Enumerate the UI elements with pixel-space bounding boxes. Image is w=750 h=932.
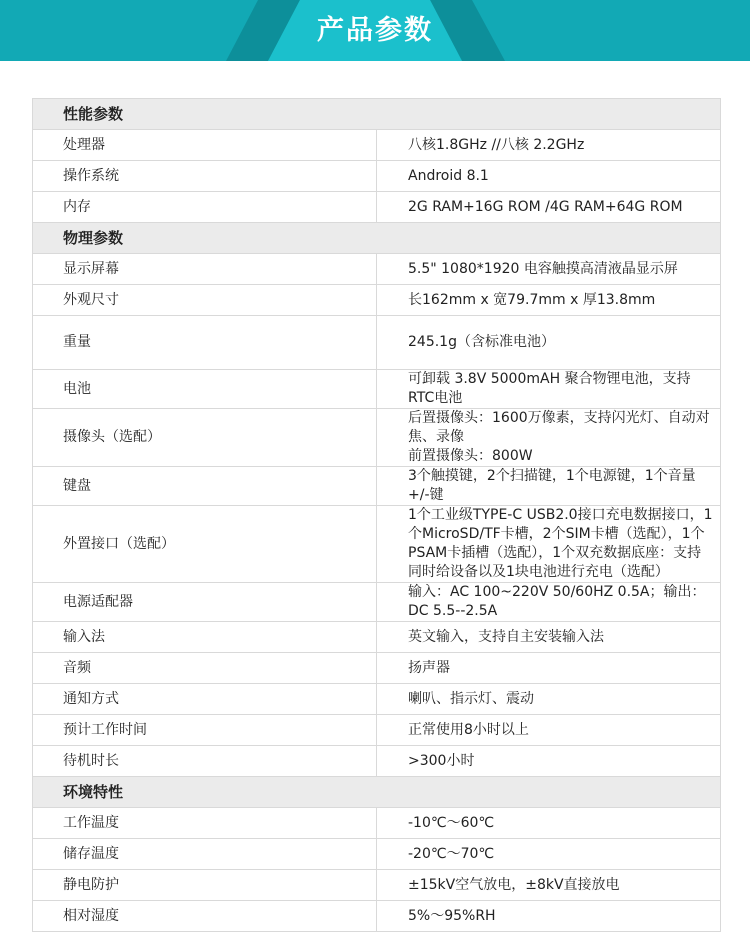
spec-label: 输入法: [33, 622, 377, 653]
spec-value-line: -20℃～70℃: [408, 845, 495, 862]
page-title: 产品参数: [317, 15, 433, 46]
spec-label: 操作系统: [33, 161, 377, 192]
spec-label: 静电防护: [33, 870, 377, 901]
spec-label: 电源适配器: [33, 583, 377, 622]
spec-value: [377, 808, 721, 839]
spec-label: 外置接口（选配）: [33, 506, 377, 583]
spec-label: 键盘: [33, 467, 377, 506]
section-title: 性能参数: [33, 99, 721, 130]
spec-value: [377, 254, 721, 285]
spec-value-line: 245.1g（含标准电池）: [408, 334, 555, 350]
spec-label: 预计工作时间: [33, 715, 377, 746]
spec-row: [33, 254, 721, 285]
spec-row: [33, 746, 721, 777]
spec-row: [33, 161, 721, 192]
section-header: [33, 223, 721, 254]
spec-value-line: 正常使用8小时以上: [408, 721, 529, 738]
spec-value-line: 喇叭、指示灯、震动: [408, 690, 534, 707]
spec-label: 相对湿度: [33, 901, 377, 932]
spec-value: [377, 653, 721, 684]
spec-row: [33, 808, 721, 839]
spec-row: [33, 370, 721, 409]
spec-value-line: 2G RAM+16G ROM /4G RAM+64G ROM: [408, 198, 683, 215]
spec-value-line: 输入：AC 100~220V 50/60HZ 0.5A；输出：DC 5.5--2.5A: [408, 584, 706, 619]
spec-row: [33, 285, 721, 316]
spec-value: [377, 622, 721, 653]
spec-value-line: -10℃～60℃: [408, 814, 495, 831]
spec-value: [377, 870, 721, 901]
spec-value: [377, 715, 721, 746]
spec-row: [33, 715, 721, 746]
spec-label: 待机时长: [33, 746, 377, 777]
section-title: 环境特性: [33, 777, 721, 808]
spec-row: [33, 130, 721, 161]
spec-label: 音频: [33, 653, 377, 684]
spec-label: 显示屏幕: [33, 254, 377, 285]
spec-table: [32, 98, 721, 932]
spec-row: [33, 192, 721, 223]
spec-row: [33, 409, 721, 467]
spec-value-line: 3个触摸键，2个扫描键，1个电源键，1个音量+/-键: [408, 468, 696, 503]
spec-value: [377, 839, 721, 870]
spec-value: [377, 130, 721, 161]
spec-label: 处理器: [33, 130, 377, 161]
spec-value: [377, 316, 721, 370]
spec-label: 外观尺寸: [33, 285, 377, 316]
spec-row: [33, 583, 721, 622]
spec-row: [33, 839, 721, 870]
spec-value: [377, 370, 721, 409]
spec-value-line: ±15kV空气放电，±8kV直接放电: [408, 876, 620, 893]
section-header: [33, 99, 721, 130]
header-banner: [0, 0, 750, 61]
spec-row: [33, 870, 721, 901]
spec-value: [377, 506, 721, 583]
spec-value: [377, 285, 721, 316]
spec-value-line: 英文输入，支持自主安装输入法: [408, 628, 604, 645]
spec-label: 电池: [33, 370, 377, 409]
spec-value-line: 5.5" 1080*1920 电容触摸高清液晶显示屏: [408, 260, 678, 277]
spec-value-line: Android 8.1: [408, 167, 489, 184]
spec-label: 内存: [33, 192, 377, 223]
spec-value: [377, 467, 721, 506]
spec-label: 重量: [33, 316, 377, 370]
spec-value: [377, 192, 721, 223]
spec-value: [377, 684, 721, 715]
spec-label: 储存温度: [33, 839, 377, 870]
spec-value-line: 八核1.8GHz //八核 2.2GHz: [408, 136, 585, 153]
spec-value: [377, 901, 721, 932]
section-title: 物理参数: [33, 223, 721, 254]
spec-label: 工作温度: [33, 808, 377, 839]
spec-value-line: 扬声器: [408, 659, 450, 676]
spec-row: [33, 684, 721, 715]
spec-value-line: 1个工业级TYPE-C USB2.0接口充电数据接口，1个MicroSD/TF卡槽，2个SIM卡槽（选配），1个PSAM卡插槽（选配），1个双充数据底座：支持同时给设备以及1块电池进行充电（选配）: [408, 507, 713, 580]
spec-value-line: 长162mm x 宽79.7mm x 厚13.8mm: [408, 291, 656, 308]
spec-value-line: >300小时: [408, 752, 475, 769]
spec-row: [33, 653, 721, 684]
spec-value: [377, 746, 721, 777]
spec-value-line: 前置摄像头：800W: [408, 448, 533, 464]
spec-row: [33, 622, 721, 653]
spec-value-line: 5%～95%RH: [408, 907, 496, 924]
spec-row: [33, 901, 721, 932]
spec-row: [33, 506, 721, 583]
spec-label: 摄像头（选配）: [33, 409, 377, 467]
spec-value-line: 可卸载 3.8V 5000mAH 聚合物锂电池，支持RTC电池: [408, 371, 691, 406]
section-header: [33, 777, 721, 808]
spec-row: [33, 316, 721, 370]
spec-row: [33, 467, 721, 506]
spec-label: 通知方式: [33, 684, 377, 715]
spec-value-line: 后置摄像头：1600万像素，支持闪光灯、自动对焦、录像: [408, 410, 710, 445]
spec-value: [377, 409, 721, 467]
spec-value: [377, 161, 721, 192]
spec-value: [377, 583, 721, 622]
